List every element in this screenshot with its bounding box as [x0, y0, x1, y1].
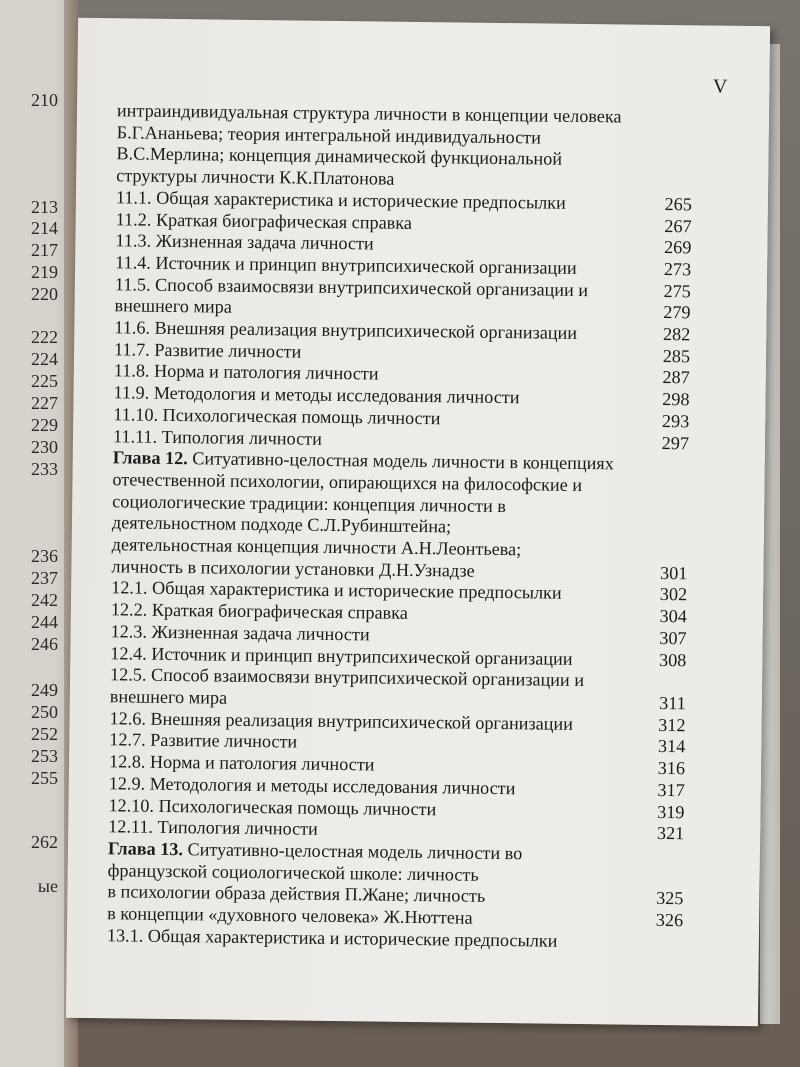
toc-text: в концепции «духовного человека» Ж.Нюттена — [107, 903, 473, 928]
left-page-number: 217 — [31, 240, 58, 260]
left-page-number: 227 — [31, 393, 58, 413]
left-page-number: 219 — [31, 262, 58, 282]
toc-entry-page: 269 — [663, 237, 692, 258]
left-page-number: 246 — [31, 634, 58, 654]
toc-text: Б.Г.Ананьева; теория интегральной индивидуальности — [116, 121, 542, 148]
chapter-page: 301 — [659, 562, 688, 584]
toc-entry-page: 304 — [659, 606, 687, 627]
toc-entry-page: 293 — [661, 410, 690, 432]
toc-text: личность в психологии установки Д.Н.Узнадзе — [111, 556, 475, 581]
toc-text: В.С.Мерлина; концепция динамической функциональной — [116, 143, 563, 170]
toc-text: французской социологической школе: личность — [107, 859, 479, 885]
toc-entry-title: 11.8. Норма и патология личности — [113, 360, 379, 384]
left-page-number: 252 — [31, 724, 58, 744]
left-page-number: 244 — [31, 612, 58, 632]
toc-entry-title: 11.10. Психологическая помощь личности — [113, 404, 441, 429]
toc-entry-title: 11.4. Источник и принцип внутрипсихической организации — [115, 252, 577, 278]
left-page-number: 262 — [31, 832, 58, 852]
contents-page — [66, 18, 770, 1026]
toc-entry-title: 12.9. Методология и методы исследования личности — [108, 773, 516, 799]
chapter-title-line: Ситуативно-целостная модель личности во — [182, 839, 523, 864]
chapter-label: Глава 13. — [107, 838, 184, 860]
toc-entry-page: 321 — [656, 823, 685, 844]
toc-entry-page: 298 — [662, 389, 690, 410]
toc-entry-title: 11.11. Типология личности — [112, 425, 323, 449]
toc-entry-page: 317 — [657, 779, 685, 801]
toc-entry-page: 285 — [662, 345, 691, 367]
toc-entry-title: 11.1. Общая характеристика и исторические предпосылки — [115, 187, 566, 213]
left-page-number: 224 — [31, 349, 58, 369]
toc-entry-title: 12.8. Норма и патология личности — [108, 751, 375, 775]
left-page-number: 222 — [31, 327, 58, 347]
toc-entry-title: 11.6. Внешняя реализация внутрипсихической организации — [114, 317, 578, 343]
left-page-number: 229 — [31, 415, 58, 435]
toc-entry-page: 287 — [662, 367, 690, 388]
toc-text: деятельностном подходе С.Л.Рубинштейна; — [111, 512, 452, 537]
toc-entry-title: 12.7. Развитие личности — [109, 729, 298, 752]
toc-entry-title: 12.2. Краткая биографическая справка — [110, 599, 408, 624]
toc-entry-title: 11.9. Методология и методы исследования личности — [113, 382, 520, 408]
chapter-label: Глава 12. — [112, 447, 188, 469]
toc-entry-page: 314 — [657, 736, 686, 757]
toc-entry-title: 12.11. Типология личности — [108, 816, 318, 840]
left-page-number: 214 — [31, 218, 58, 238]
toc-entry-title: внешнего мира — [114, 295, 233, 318]
left-page-number: 230 — [31, 437, 58, 457]
left-page-number: 253 — [31, 746, 58, 766]
toc-entry-title: 12.5. Способ взаимосвязи внутрипсихической организации и — [109, 664, 585, 691]
toc-entry-page: 302 — [659, 584, 688, 605]
left-page-number: ые — [37, 876, 58, 896]
left-page-number: 249 — [31, 680, 58, 700]
toc-text: структуры личности К.К.Платонова — [116, 165, 395, 189]
toc-entry-title: 12.6. Внешняя реализация внутрипсихической организации — [109, 707, 574, 734]
toc-entry-page: 282 — [662, 324, 691, 345]
toc-entry-title: 12.4. Источник и принцип внутрипсихической организации — [110, 642, 573, 669]
chapter-page: 325 — [656, 888, 684, 909]
toc-entry-page: 308 — [658, 649, 687, 670]
left-page-number: 255 — [31, 768, 58, 788]
toc-entry-page: 275 — [663, 280, 691, 301]
toc-entry-page: 279 — [663, 302, 691, 323]
toc-entry-title: 11.5. Способ взаимосвязи внутрипсихической организации и — [114, 273, 589, 300]
left-page-number: 233 — [31, 459, 58, 479]
toc-entry-title: 12.3. Жизненная задача личности — [110, 621, 370, 645]
toc-entry-title: 11.3. Жизненная задача личности — [115, 230, 374, 254]
toc-entry-page: 267 — [664, 215, 692, 236]
toc-entry-page: 319 — [657, 801, 685, 822]
table-of-contents — [107, 100, 693, 953]
toc-entry-page: 265 — [664, 193, 693, 215]
toc-entry-page: 307 — [659, 627, 687, 649]
toc-text: социологические традиции: концепция личности в — [112, 490, 507, 516]
left-page-number: 213 — [31, 197, 58, 217]
toc-entry-page: 311 — [659, 692, 686, 714]
page-marker: V — [712, 75, 728, 98]
toc-entry-title: 12.1. Общая характеристика и исторические предпосылки — [111, 577, 562, 604]
left-page-number: 220 — [31, 284, 58, 304]
left-page-number: 210 — [31, 90, 58, 110]
toc-text: интраиндивидуальная структура личности в концепции человека — [116, 100, 622, 127]
toc-entry-page: 312 — [658, 714, 686, 735]
toc-text: деятельностная концепция личности А.Н.Леонтьева; — [111, 534, 522, 560]
toc-entry-title: 12.10. Психологическая помощь личности — [108, 794, 437, 819]
left-page-number: 236 — [31, 546, 58, 566]
toc-entry-page: 273 — [663, 258, 692, 280]
toc-entry-title: 11.7. Развитие личности — [113, 339, 302, 362]
toc-entry-title: 11.2. Краткая биографическая справка — [115, 208, 413, 233]
left-page-number: 242 — [31, 590, 58, 610]
left-page-number: 250 — [31, 702, 58, 722]
toc-entry-page: 316 — [657, 758, 686, 779]
left-page-number: 237 — [31, 568, 58, 588]
chapter-title-line: Ситуативно-целостная модель личности в концепциях — [187, 448, 614, 474]
toc-text: в психологии образа действия П.Жане; личность — [107, 881, 486, 907]
chapter-page: 326 — [655, 909, 684, 931]
toc-entry-title: внешнего мира — [109, 686, 228, 708]
toc-entry-page: 297 — [661, 432, 690, 453]
left-page-number: 225 — [31, 371, 58, 391]
toc-text: отечественной психологии, опирающихся на философские и — [112, 469, 583, 495]
toc-entry-title: 13.1. Общая характеристика и исторические предпосылки — [106, 924, 558, 951]
